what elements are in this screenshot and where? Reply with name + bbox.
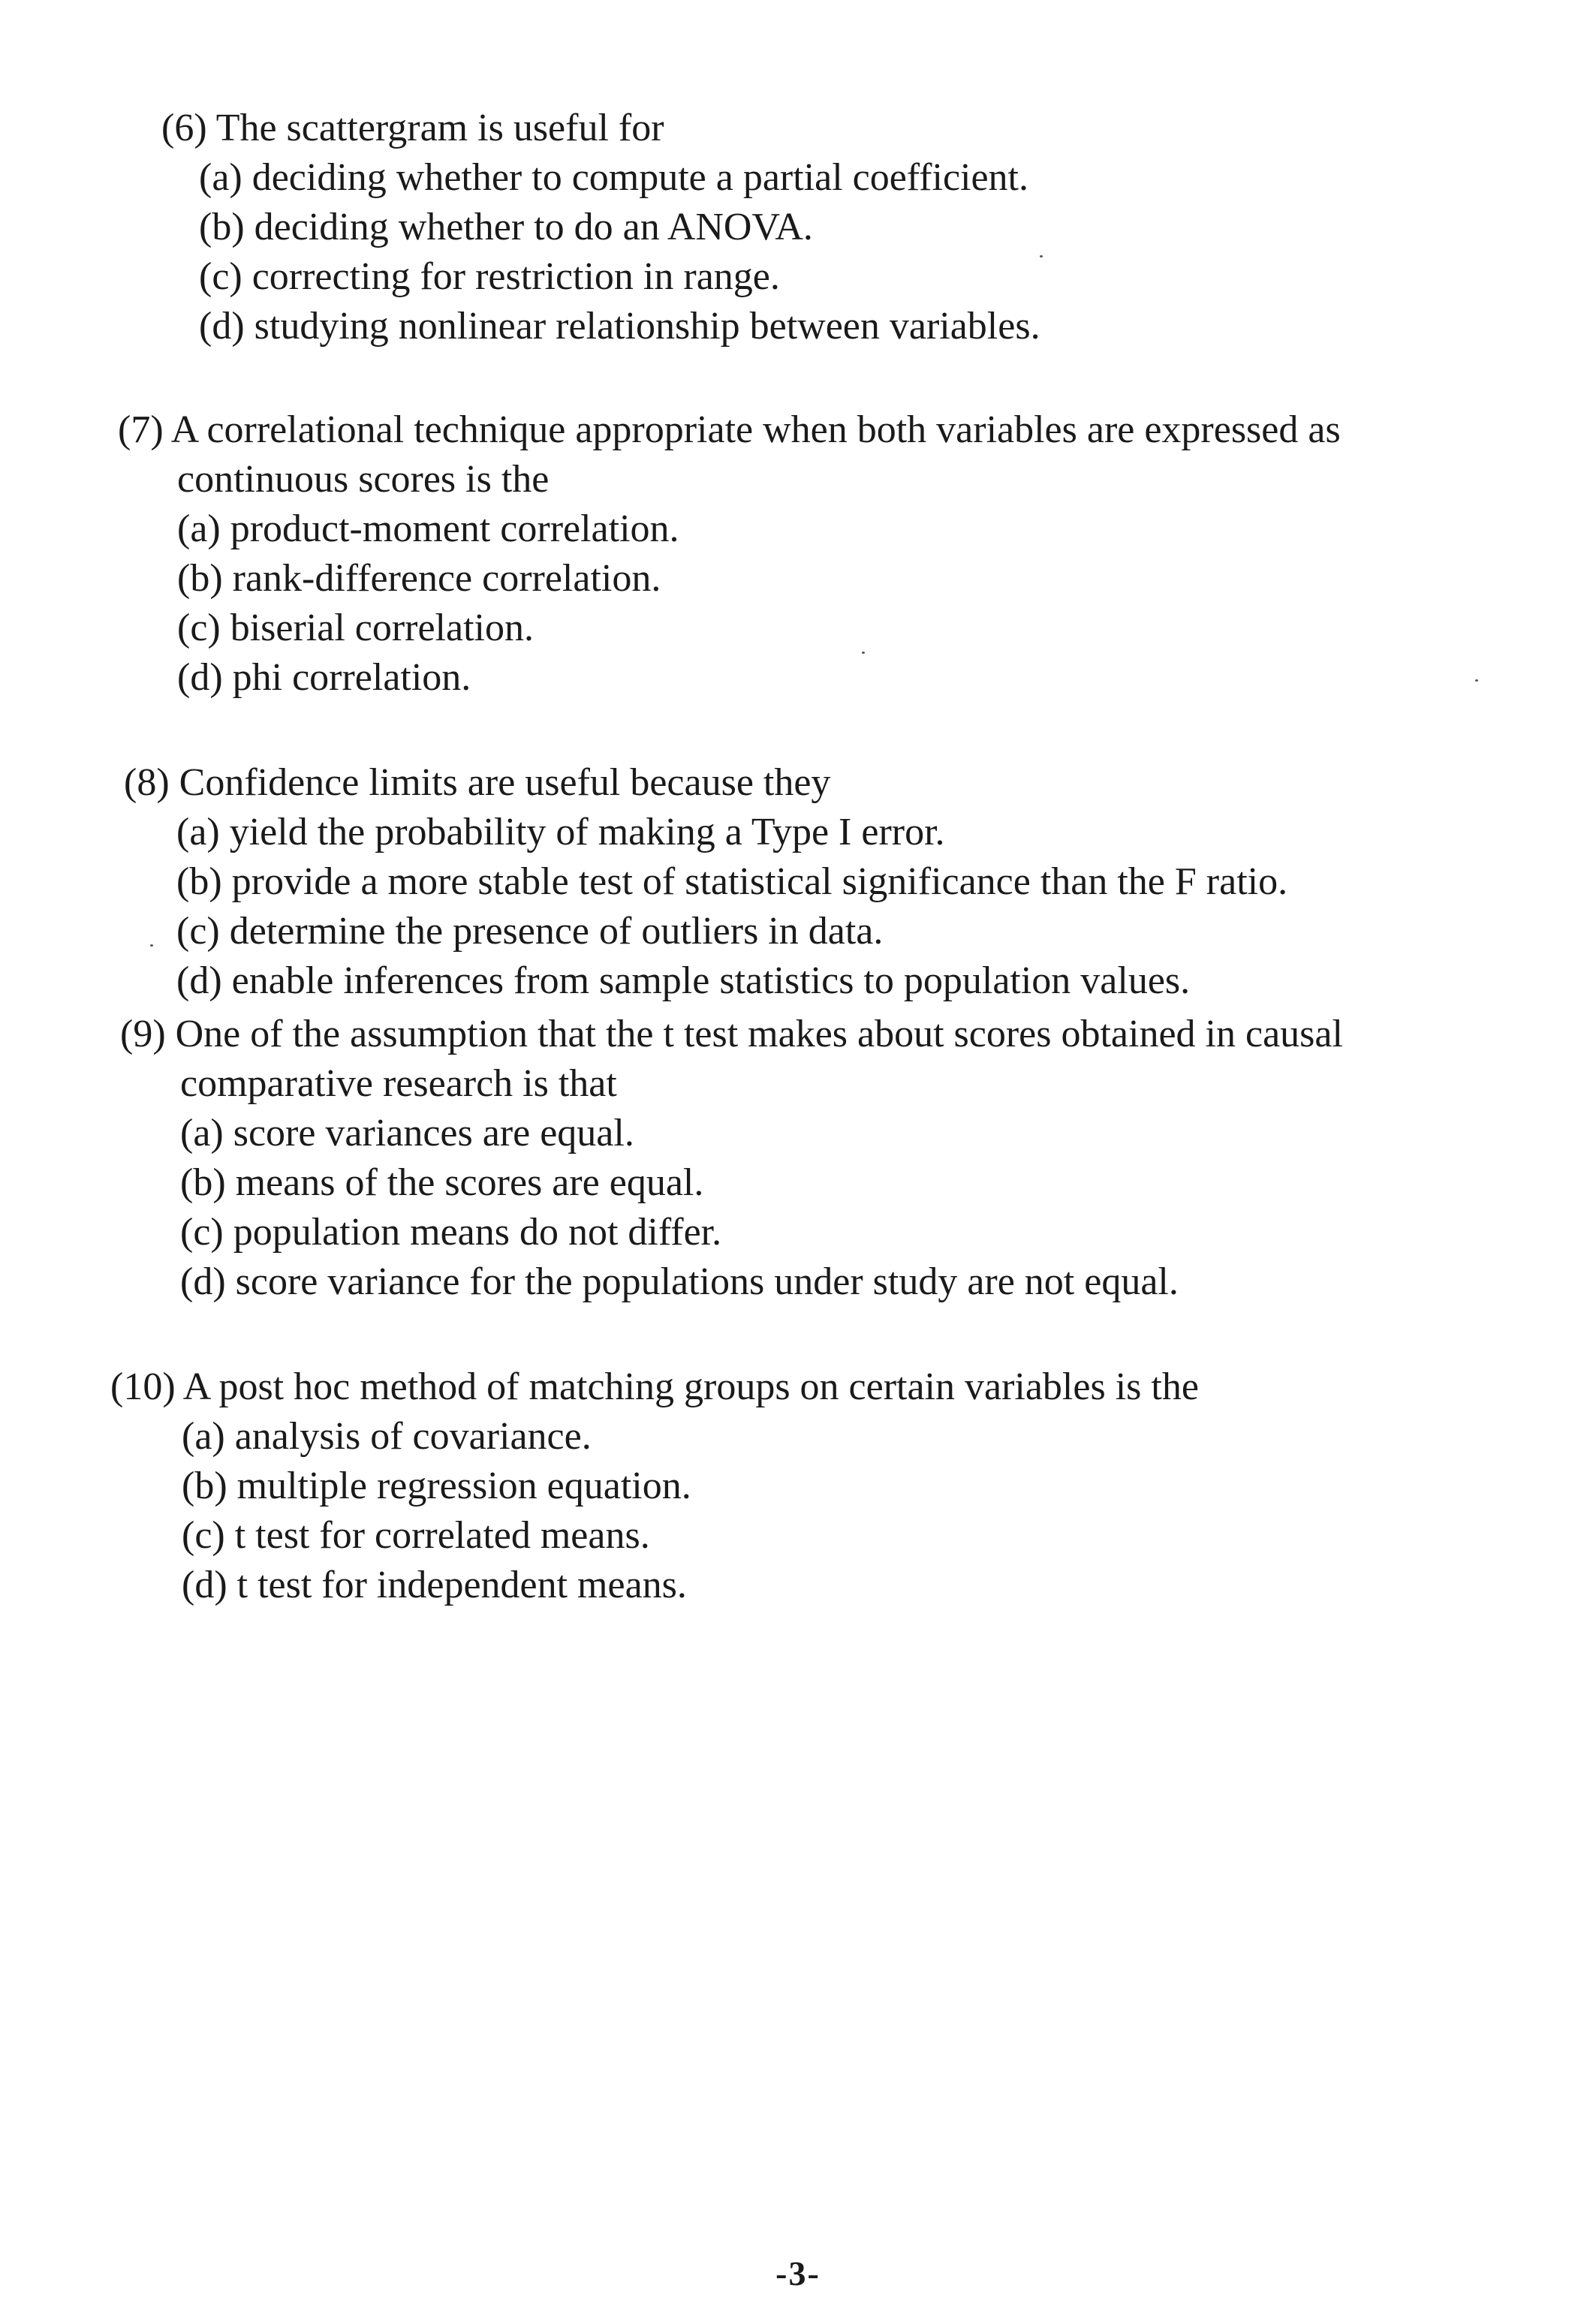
scan-speck [862,652,865,654]
question-stem: (7) A correlational technique appropriate when both variables are expressed as [118,408,1341,451]
option-d: (d) enable inferences from sample statistics to population values. [176,959,1191,1002]
option-a: (a) score variances are equal. [180,1112,634,1154]
option-c: (c) population means do not differ. [180,1211,722,1254]
question-7 [118,405,1544,703]
scan-speck [1475,679,1478,682]
option-b: (b) rank-difference correlation. [177,557,661,600]
option-c: (c) biserial correlation. [177,607,534,649]
question-9 [120,1010,1546,1307]
option-c: (c) t test for correlated means. [182,1514,650,1557]
question-stem: (9) One of the assumption that the t test makes about scores obtained in causal [120,1013,1343,1055]
option-a: (a) deciding whether to compute a partial coefficient. [199,156,1028,199]
question-stem: (10) A post hoc method of matching groups on certain variables is the [110,1365,1199,1408]
option-c: (c) correcting for restriction in range. [199,255,780,298]
option-d: (d) studying nonlinear relationship between variables. [199,305,1040,348]
option-b: (b) deciding whether to do an ANOVA. [199,206,813,248]
question-stem-continued: comparative research is that [180,1062,617,1105]
option-b: (b) multiple regression equation. [182,1465,691,1507]
scan-speck [1040,255,1043,257]
option-a: (a) product-moment correlation. [177,507,679,550]
page-number: -3- [775,2254,821,2292]
option-b: (b) means of the scores are equal. [180,1161,704,1204]
question-stem-continued: continuous scores is the [177,458,550,501]
question-10 [110,1362,1537,1610]
question-stem: (6) The scattergram is useful for [161,107,664,149]
option-a: (a) analysis of covariance. [182,1415,592,1458]
option-a: (a) yield the probability of making a Type I error. [176,811,945,853]
option-d: (d) phi correlation. [177,656,471,699]
question-8 [124,758,1550,1006]
question-6 [161,104,1588,351]
question-stem: (8) Confidence limits are useful because they [124,761,831,804]
option-d: (d) score variance for the populations under study are not equal. [180,1260,1179,1303]
option-c: (c) determine the presence of outliers in data. [176,910,884,953]
option-b: (b) provide a more stable test of statistical significance than the F ratio. [176,860,1288,903]
option-d: (d) t test for independent means. [182,1564,687,1606]
scan-speck [150,944,153,947]
